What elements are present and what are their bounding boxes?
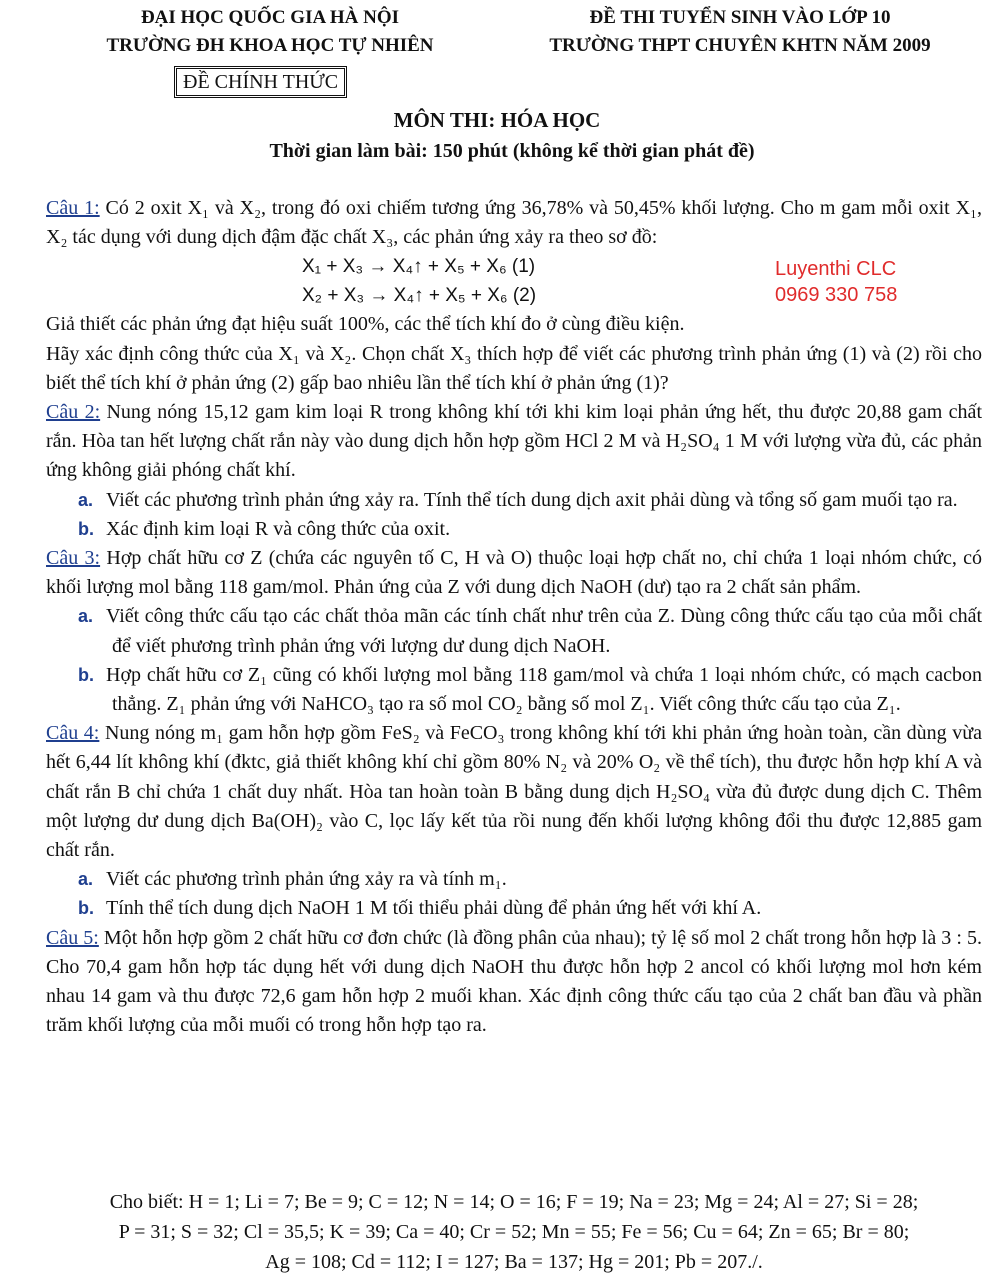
question-text: Nung nóng m₁ gam hỗn hợp gồm FeS₂ và FeCO₃ trong không khí tới khi phản ứng hoàn toàn, cần dùng vừa hết 6,44 lít không khí (đktc, giả thiết không khí chỉ gồm 80% N₂ và 20% O₂ về thể tích), thu được hỗn hợp khí A và chất rắn B chỉ chứa 1 chất duy nhất. Hòa tan hoàn toàn B bằng dung dịch H₂SO₄ vừa đủ được dung dịch C. Thêm một lượng dư dung dịch Ba(OH)₂ vào C, lọc lấy kết tủa rồi nung đến khối lượng không đổi thu được 12,885 gam chất rắn.: [46, 722, 982, 862]
question-2: [46, 398, 982, 486]
sub-text: Viết công thức cấu tạo các chất thỏa mãn các tính chất như trên của Z. Dùng công thức cấu tạo của mỗi chất để viết phương trình phản ứng với lượng dư dung dịch NaOH.: [106, 605, 982, 657]
faculty-name: TRƯỜNG ĐH KHOA HỌC TỰ NHIÊN: [106, 35, 434, 56]
atomic-masses: [46, 1187, 982, 1277]
watermark-name: Luyenthi CLC: [775, 258, 897, 281]
equation-row-1: [46, 252, 982, 281]
sub-text: Viết các phương trình phản ứng xảy ra và tính m₁.: [106, 868, 507, 891]
question-2a: [78, 486, 982, 515]
question-1: [46, 194, 982, 252]
question-4a: [78, 865, 982, 894]
question-4: [46, 719, 982, 865]
question-label: Câu 4:: [46, 722, 100, 745]
question-label: Câu 5:: [46, 926, 99, 949]
question-3a: [78, 602, 982, 660]
question-5: [46, 924, 982, 1041]
atomic-masses-line-2: P = 31; S = 32; Cl = 35,5; K = 39; Ca = 40; Cr = 52; Mn = 55; Fe = 56; Cu = 64; Zn = 65; Br = 80;: [118, 1221, 910, 1243]
equation-row-2: [46, 281, 982, 310]
exam-title: ĐỀ THI TUYỂN SINH VÀO LỚP 10: [589, 7, 891, 28]
sub-text: Viết các phương trình phản ứng xảy ra. Tính thể tích dung dịch axit phải dùng và tổng số gam muối tạo ra.: [106, 488, 958, 511]
sub-text: Xác định kim loại R và công thức của oxit.: [106, 517, 451, 540]
sub-letter: a.: [78, 606, 94, 627]
sub-letter: b.: [78, 898, 94, 919]
sub-letter: b.: [78, 518, 94, 539]
equation-2: X₂ + X₃ → X₄↑ + X₅ + X₆ (2): [302, 285, 537, 307]
question-text: Hợp chất hữu cơ Z (chứa các nguyên tố C, H và O) thuộc loại hợp chất no, chỉ chứa 1 loại nhóm chức, có khối lượng mol bằng 118 gam/mol. Phản ứng của Z với dung dịch NaOH (dư) tạo ra 2 chất sản phẩm.: [46, 547, 983, 599]
official-badge: ĐỀ CHÍNH THỨC: [174, 66, 347, 98]
question-1-task: Hãy xác định công thức của X₁ và X₂. Chọn chất X₃ thích hợp để viết các phương trình phản ứng (1) và (2) rồi cho biết thể tích khí ở phản ứng (2) gấp bao nhiêu lần thể tích khí ở phản ứng (1)?: [46, 342, 982, 394]
atomic-masses-line-3: Ag = 108; Cd = 112; I = 127; Ba = 137; Hg = 201; Pb = 207./.: [265, 1251, 763, 1273]
header-left: [60, 4, 480, 60]
sub-text: Hợp chất hữu cơ Z₁ cũng có khối lượng mol bằng 118 gam/mol và chứa 1 loại nhóm chức, có mạch cacbon thẳng. Z₁ phản ứng với NaHCO₃ tạo ra số mol CO₂ bằng số mol Z₁. Viết công thức cấu tạo của Z₁.: [106, 663, 982, 716]
time-limit: Thời gian làm bài: 150 phút (không kể thời gian phát đề): [269, 140, 755, 162]
question-3: [46, 544, 982, 602]
question-2b: [78, 515, 982, 544]
question-label: Câu 1:: [46, 197, 100, 219]
sub-letter: b.: [78, 664, 94, 685]
question-label: Câu 3:: [46, 547, 101, 570]
university-name: ĐẠI HỌC QUỐC GIA HÀ NỘI: [140, 7, 400, 28]
sub-letter: a.: [78, 489, 94, 510]
question-text: Có 2 oxit X₁ và X₂, trong đó oxi chiếm tương ứng 36,78% và 50,45% khối lượng. Cho m gam mỗi oxit X₁, X₂ tác dụng với dung dịch đậm đặc chất X₃, các phản ứng xảy ra theo sơ đồ:: [46, 197, 982, 249]
equation-1: X₁ + X₃ → X₄↑ + X₅ + X₆ (1): [302, 256, 536, 278]
subject-title: MÔN THI: HÓA HỌC: [393, 108, 601, 132]
question-text: Nung nóng 15,12 gam kim loại R trong không khí tới khi kim loại phản ứng hết, thu được 20,88 gam chất rắn. Hòa tan hết lượng chất rắn này vào dung dịch hỗn hợp gồm HCl 2 M và H₂SO₄ 1 M với lượng vừa đủ, các phản ứng không giải phóng chất khí.: [46, 401, 982, 482]
watermark-phone: 0969 330 758: [775, 284, 898, 307]
exam-body: [46, 194, 982, 1040]
question-3b: [78, 661, 982, 719]
school-year: TRƯỜNG THPT CHUYÊN KHTN NĂM 2009: [549, 35, 931, 56]
sub-letter: a.: [78, 869, 94, 890]
atomic-masses-line-1: Cho biết: H = 1; Li = 7; Be = 9; C = 12; N = 14; O = 16; F = 19; Na = 23; Mg = 24; Al = 27; Si = 28;: [109, 1191, 919, 1213]
question-label: Câu 2:: [46, 401, 101, 424]
sub-text: Tính thể tích dung dịch NaOH 1 M tối thiểu phải dùng để phản ứng hết với khí A.: [106, 897, 762, 920]
header-right: [500, 4, 980, 60]
question-1-assumption: Giả thiết các phản ứng đạt hiệu suất 100%, các thể tích khí đo ở cùng điều kiện.: [46, 313, 685, 336]
question-text: Một hỗn hợp gồm 2 chất hữu cơ đơn chức (là đồng phân của nhau); tỷ lệ số mol 2 chất trong hỗn hợp là 3 : 5. Cho 70,4 gam hỗn hợp tác dụng hết với dung dịch NaOH thu được hỗn hợp 2 ancol có khối lượng mol hơn kém nhau 14 gam và thu được 72,6 gam hỗn hợp 2 muối khan. Xác định công thức cấu tạo của 2 chất ban đầu và phần trăm khối lượng của mỗi muối có trong hỗn hợp tạo ra.: [46, 926, 983, 1037]
question-4b: [78, 894, 982, 923]
